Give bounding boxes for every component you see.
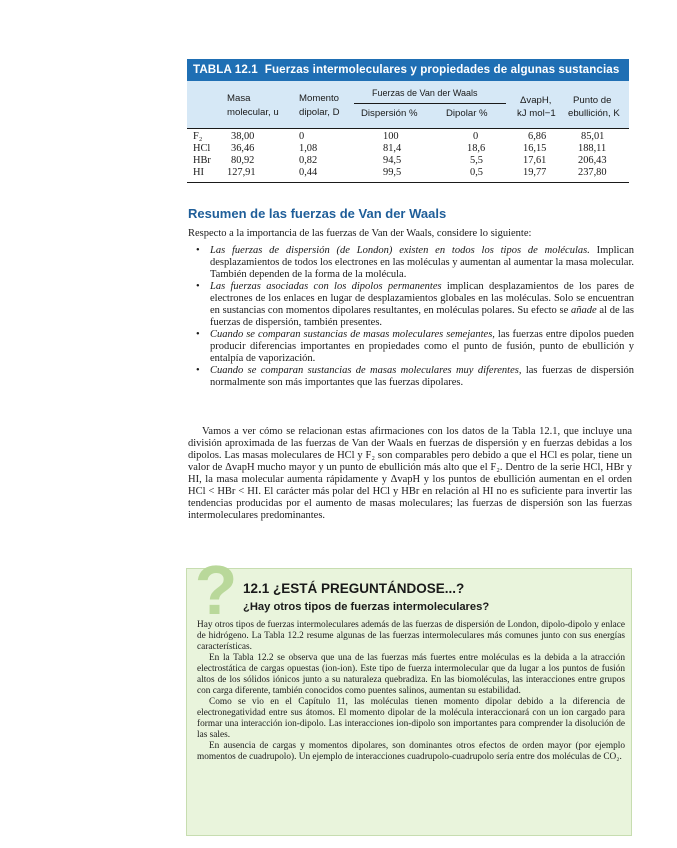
table-header [187, 81, 629, 128]
intro-text: Respecto a la importancia de las fuerzas de Van der Waals, considere lo siguiente: [188, 228, 532, 239]
callout-paragraph: En la Tabla 12.2 se observa que una de las fuerzas más fuertes entre moléculas es la debida a la atracción electrostática de cargas opuestas (ion-ion). Este tipo de fuerza intermolecular que da lugar a los puntos de fusión altos de los sólidos iónicos junto a su naturaleza quebradiza. En las biomoléculas, las interacciones entre grupos con carga diferente, también conocidos como puentes salinos, aumentan su estabilidad. [197, 653, 625, 696]
bullet-marker: • [196, 329, 200, 340]
cell-dipolar: 0,5 [470, 167, 483, 178]
cell-dipole: 0,82 [299, 155, 318, 166]
bullet-list [196, 245, 634, 389]
cell-dipolar: 5,5 [470, 155, 483, 166]
cell-mass: 127,91 [227, 167, 256, 178]
cell-dispersion: 81,4 [383, 143, 402, 154]
table-bottom-rule [187, 182, 629, 183]
list-item [196, 329, 634, 365]
vdw-group-rule [354, 103, 506, 104]
cell-bp: 85,01 [581, 131, 605, 142]
bullet-lead: Cuando se comparan sustancias de masas moleculares muy diferentes, [210, 365, 522, 376]
cell-bp: 188,11 [578, 143, 607, 154]
bullet-lead: Las fuerzas asociadas con los dipolos permanentes [210, 281, 442, 292]
table-title: Fuerzas intermoleculares y propiedades de algunas sustancias [264, 63, 620, 76]
header-vdw-group: Fuerzas de Van der Waals [372, 88, 478, 98]
cell-dipole: 1,08 [299, 143, 318, 154]
cell-substance: HI [193, 167, 204, 178]
list-item [196, 281, 634, 329]
table-row [187, 155, 629, 167]
table-row [187, 143, 629, 155]
header-bp: Punto de [573, 95, 612, 106]
bullet-marker: • [196, 365, 200, 376]
callout-paragraph: Hay otros tipos de fuerzas intermoleculares además de las fuerzas de dispersión de London, dipolo-dipolo y enlace de hidrógeno. La Tabla 12.2 resume algunas de las fuerzas intermoleculares más comunes junto con sus energías características. [197, 620, 625, 652]
header-mass-unit: molecular, u [227, 107, 279, 118]
cell-dispersion: 99,5 [383, 167, 402, 178]
question-mark-icon: ? [194, 551, 238, 629]
header-dhvap-unit: kJ mol−1 [517, 108, 556, 119]
table-title-bar [187, 59, 629, 81]
cell-dipole: 0 [299, 131, 305, 142]
cell-dipolar: 18,6 [467, 143, 486, 154]
bullet-text: las fuerzas de dispersión normalmente son más importantes que las fuerzas dipolares. [210, 365, 634, 388]
cell-mass: 36,46 [231, 143, 255, 154]
header-dhvap: ΔvapH, [520, 95, 552, 106]
table-row [187, 167, 629, 179]
cell-bp: 206,43 [578, 155, 607, 166]
cell-mass: 38,00 [231, 131, 255, 142]
table-number: TABLA 12.1 [193, 63, 258, 76]
table-row [187, 131, 629, 143]
table-body [187, 129, 629, 181]
callout-text [197, 620, 625, 763]
cell-dhvap: 16,15 [523, 143, 547, 154]
callout-paragraph: En ausencia de cargas y momentos dipolares, son dominantes otros efectos de orden mayor (por ejemplo momentos de cuadrupolo). Un ejemplo de interacciones cuadrupolo-cuadrupolo sería entre dos moléculas de CO₂. [197, 741, 625, 762]
cell-dispersion: 100 [383, 131, 399, 142]
list-item [196, 245, 634, 281]
cell-dispersion: 94,5 [383, 155, 402, 166]
callout-paragraph: Como se vio en el Capítulo 11, las moléculas tienen momento dipolar debido a la diferencia de electronegatividad entre sus átomos. El momento dipolar de la molécula interaccionará con un ion cargado para formar una interacción ion-dipolo. Las interacciones ion-dipolo son importantes para comprender la disolución de las sales. [197, 697, 625, 740]
header-dispersion: Dispersión % [361, 108, 418, 119]
bullet-text: implican desplazamientos de los pares de electrones de los enlaces en lugar de desplazamientos globales en las moléculas. Solo se encuentran en sustancias con momentos dipolares resultantes, en moléculas polares. Su efecto se [210, 281, 634, 316]
cell-bp: 237,80 [578, 167, 607, 178]
cell-dipolar: 0 [473, 131, 479, 142]
bullet-lead: Cuando se comparan sustancias de masas moleculares semejantes, [210, 329, 495, 340]
header-bp-unit: ebullición, K [568, 108, 620, 119]
bullet-lead: Las fuerzas de dispersión (de London) existen en todos los tipos de moléculas. [210, 245, 590, 256]
cell-dhvap: 17,61 [523, 155, 547, 166]
header-dipolar: Dipolar % [446, 108, 488, 119]
cell-substance: HCl [193, 143, 211, 154]
bullet-marker: • [196, 281, 200, 292]
cell-substance: F₂ [193, 131, 203, 142]
list-item [196, 365, 634, 389]
cell-dhvap: 6,86 [528, 131, 547, 142]
cell-dipole: 0,44 [299, 167, 318, 178]
header-mass: Masa [227, 93, 251, 104]
bullet-text: las fuerzas entre dipolos pueden producir diferencias importantes en propiedades como el punto de fusión, punto de ebullición y entalpía de vaporización. [210, 329, 634, 364]
bullet-text: Implican desplazamientos de todos los electrones en las moléculas y aumentan al aumentar la masa molecular. También dependen de la forma de la molécula. [210, 245, 634, 280]
header-dipole: Momento [299, 93, 339, 104]
callout-subtitle: ¿Hay otros tipos de fuerzas intermoleculares? [243, 601, 490, 613]
body-paragraph: Vamos a ver cómo se relacionan estas afirmaciones con los datos de la Tabla 12.1, que incluye una división aproximada de las fuerzas de Van der Waals en fuerzas de dispersión y en fuerzas debidas a los dipolos. Las masas moleculares de HCl y F₂ son comparables pero debido a que el HCl es polar, tiene un valor de ΔvapH mucho mayor y un punto de ebullición más alto que el F₂. Dentro de la serie HCl, HBr y HI, la masa molecular aumenta rápidamente y ΔvapH y los puntos de ebullición aumentan en el orden HCl < HBr < HI. El carácter más polar del HCl y HBr en relación al HI no es suficiente para invertir las tendencias producidas por el aumento de masas moleculares; las fuerzas de dispersión son las fuerzas intermoleculares predominantes. [188, 426, 632, 521]
cell-mass: 80,92 [231, 155, 255, 166]
bullet-emphasis: añade [571, 305, 597, 316]
header-dipole-unit: dipolar, D [299, 107, 340, 118]
cell-substance: HBr [193, 155, 211, 166]
cell-dhvap: 19,77 [523, 167, 547, 178]
section-title: Resumen de las fuerzas de Van der Waals [188, 206, 447, 221]
bullet-marker: • [196, 245, 200, 256]
bullet-text-tail: al de las fuerzas de dispersión, también presentes. [210, 305, 634, 328]
callout-title: 12.1 ¿ESTÁ PREGUNTÁNDOSE...? [243, 581, 465, 596]
